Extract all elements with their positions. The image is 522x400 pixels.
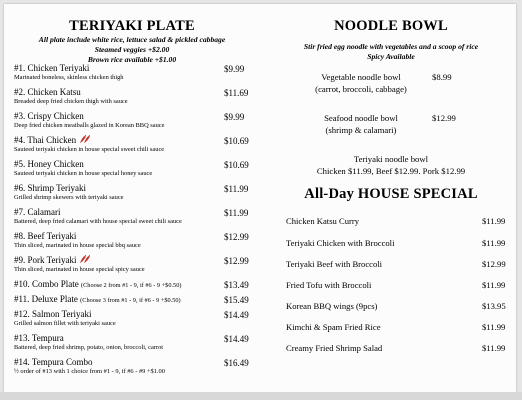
teriyaki-plate-section bbox=[4, 4, 260, 392]
noodle-sub-1: Stir fried egg noodle with vegetables and a scoop of rice bbox=[303, 42, 479, 51]
item-price: $11.69 bbox=[224, 88, 249, 98]
item-name bbox=[14, 279, 181, 289]
special-item-price: $11.99 bbox=[482, 238, 506, 248]
noodle-item-name bbox=[266, 154, 516, 177]
item-name bbox=[14, 294, 181, 304]
item-name bbox=[14, 255, 90, 265]
noodle-sub-2: Spicy Available bbox=[367, 52, 415, 61]
item-name: #7. Calamari bbox=[14, 207, 61, 217]
noodle-item-line-2: Chicken $11.99, Beef $12.99. Pork $12.99 bbox=[316, 165, 466, 176]
special-item-price: $11.99 bbox=[482, 322, 506, 332]
noodle-item-line-1: Seafood noodle bowl bbox=[324, 113, 398, 123]
item-price: $11.99 bbox=[224, 184, 249, 194]
item-price: $16.49 bbox=[224, 358, 249, 368]
noodle-item-line-1: Vegetable noodle bowl bbox=[321, 72, 401, 82]
item-name: #5. Honey Chicken bbox=[14, 159, 84, 169]
noodle-item-name bbox=[286, 72, 436, 95]
special-item-name: Kimchi & Spam Fried Rice bbox=[286, 322, 381, 332]
special-item-name: Fried Tofu with Broccoli bbox=[286, 280, 372, 290]
item-name-text: #11. Deluxe Plate bbox=[14, 294, 78, 304]
special-item-price: $13.95 bbox=[482, 301, 506, 311]
item-name: #13. Tempura bbox=[14, 333, 64, 343]
item-price: $9.99 bbox=[224, 64, 245, 74]
item-name: #12. Salmon Teriyaki bbox=[14, 309, 92, 319]
noodle-item-line-2: (carrot, broccoli, cabbage) bbox=[315, 83, 407, 94]
item-note: (Choose 2 from #1 - 9, if #6 - 9 +$0.50) bbox=[81, 282, 182, 289]
item-desc: Marinated boneless, skinless chicken thigh bbox=[14, 74, 124, 81]
item-price: $13.49 bbox=[224, 280, 249, 290]
special-item-price: $11.99 bbox=[482, 343, 506, 353]
teriyaki-sub-3: Brown rice available +$1.00 bbox=[87, 55, 177, 64]
item-name: #3. Crispy Chicken bbox=[14, 111, 84, 121]
special-item-name: Teriyaki Chicken with Broccoli bbox=[286, 238, 395, 248]
chili-pepper-icon bbox=[78, 255, 90, 264]
chili-pepper-icon bbox=[78, 135, 90, 144]
item-name: #14. Tempura Combo bbox=[14, 357, 93, 367]
item-price: $10.69 bbox=[224, 160, 249, 170]
item-price: $11.99 bbox=[224, 208, 249, 218]
special-item-name: Chicken Katsu Curry bbox=[286, 216, 360, 226]
item-desc: Deep fried chicken meatballs glazed in Korean BBQ sauce bbox=[14, 122, 165, 129]
teriyaki-sub-1: All plate include white rice, lettuce salad & pickled cabbage bbox=[38, 35, 226, 44]
item-name-text: #10. Combo Plate bbox=[14, 279, 79, 289]
item-price: $12.99 bbox=[224, 232, 249, 242]
item-price: $10.69 bbox=[224, 136, 249, 146]
page-edge bbox=[0, 392, 522, 400]
teriyaki-title: TERIYAKI PLATE bbox=[69, 18, 195, 34]
item-note: (Choose 3 from #1 - 9, if #6 - 9 +$0.50) bbox=[80, 297, 181, 304]
item-name: #8. Beef Teriyaki bbox=[14, 231, 77, 241]
house-special-title: All-Day HOUSE SPECIAL bbox=[304, 186, 478, 202]
special-item-price: $11.99 bbox=[482, 216, 506, 226]
special-item-price: $12.99 bbox=[482, 259, 506, 269]
teriyaki-sub-2: Steamed veggies +$2.00 bbox=[94, 45, 170, 54]
item-desc: Battered, deep fried shrimp, potato, onion, broccoli, carrot bbox=[14, 344, 164, 351]
special-item-name: Korean BBQ wings (9pcs) bbox=[286, 301, 378, 311]
menu-sheet bbox=[4, 4, 516, 392]
special-item-name: Creamy Fried Shrimp Salad bbox=[286, 343, 383, 353]
item-price: $12.99 bbox=[224, 256, 249, 266]
noodle-item-line-1: Teriyaki noodle bowl bbox=[353, 154, 429, 164]
item-desc: Thin sliced, marinated in house special spicy sauce bbox=[14, 266, 145, 273]
special-item-price: $11.99 bbox=[482, 280, 506, 290]
item-desc: ½ order of #13 with 1 choice from #1 - 9, if #6 - #9 +$1.00 bbox=[14, 368, 165, 375]
item-desc: Battered, deep fried calamari with house special sweet chili sauce bbox=[14, 218, 182, 225]
noodle-item-line-2: (shrimp & calamari) bbox=[325, 124, 397, 135]
item-desc: Breaded deep fried chicken thigh with sauce bbox=[14, 98, 128, 105]
noodle-item-price: $8.99 bbox=[432, 72, 452, 82]
item-price: $14.49 bbox=[224, 334, 249, 344]
item-name-text: #4. Thai Chicken bbox=[14, 135, 77, 145]
item-name: #6. Shrimp Teriyaki bbox=[14, 183, 86, 193]
noodle-title: NOODLE BOWL bbox=[334, 18, 448, 34]
item-desc: Sauteed teriyaki chicken in house special sweet chili sauce bbox=[14, 146, 165, 153]
item-price: $14.49 bbox=[224, 310, 249, 320]
item-name: #2. Chicken Katsu bbox=[14, 87, 81, 97]
item-price: $9.99 bbox=[224, 112, 245, 122]
special-item-name: Teriyaki Beef with Broccoli bbox=[286, 259, 383, 269]
item-name: #1. Chicken Teriyaki bbox=[14, 63, 90, 73]
item-desc: Grilled shrimp skewers with teriyaki sauce bbox=[14, 194, 124, 201]
noodle-item-price: $12.99 bbox=[432, 113, 456, 123]
item-name bbox=[14, 135, 90, 145]
item-name-text: #9. Pork Teriyaki bbox=[14, 255, 77, 265]
item-desc: Grilled salmon fillet with teriyaki sauce bbox=[14, 320, 116, 327]
item-desc: Thin sliced, marinated in house special bbq sauce bbox=[14, 242, 141, 249]
item-desc: Sauteed teriyaki chicken in house special honey sauce bbox=[14, 170, 153, 177]
item-price: $15.49 bbox=[224, 295, 249, 305]
right-column bbox=[266, 4, 516, 392]
noodle-item-name bbox=[286, 113, 436, 136]
